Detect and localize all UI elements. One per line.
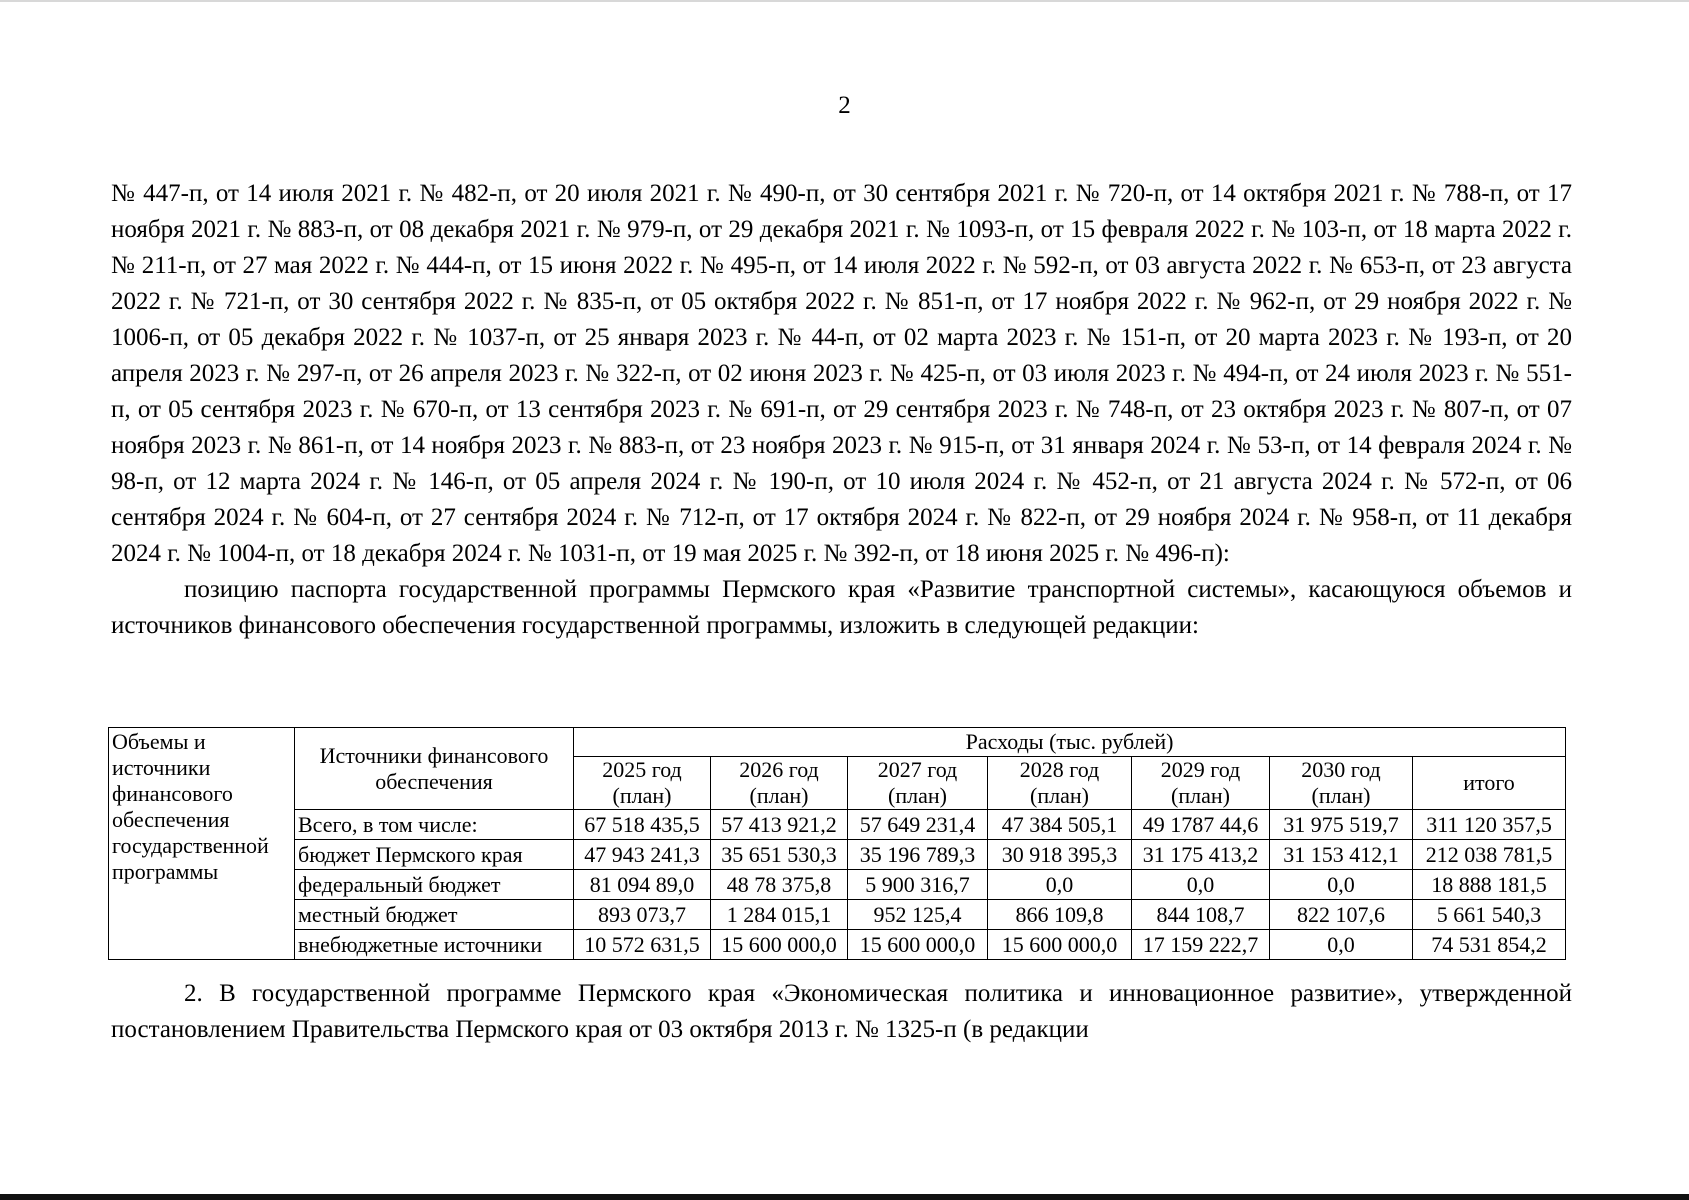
- value-cell: 17 159 222,7: [1132, 930, 1270, 960]
- amendment-paragraph: 2. В государственной программе Пермского края «Экономическая политика и инновационное развитие», утвержденной постановлением Правительства Пермского края от 03 октября 2013 г. № 1325-п (в редакции: [111, 980, 1572, 1043]
- value-cell: 952 125,4: [848, 900, 988, 930]
- table-row: [109, 930, 1566, 960]
- table-row: [109, 840, 1566, 870]
- value-cell: 1 284 015,1: [711, 900, 848, 930]
- intro-paragraph: № 447-п, от 14 июля 2021 г. № 482-п, от 20 июля 2021 г. № 490-п, от 30 сентября 2021 г. № 720-п, от 14 октября 2021 г. № 788-п, от 17 ноября 2021 г. № 883-п, от 08 декабря 2021 г. № 979-п, от 29 декабря 2021 г. № 1093-п, от 15 февраля 2022 г. № 103-п, от 18 марта 2022 г. № 211-п, от 27 мая 2022 г. № 444-п, от 15 июня 2022 г. № 495-п, от 14 июля 2022 г. № 592-п, от 03 августа 2022 г. № 653-п, от 23 августа 2022 г. № 721-п, от 30 сентября 2022 г. № 835-п, от 05 октября 2022 г. № 851-п, от 17 ноября 2022 г. № 962-п, от 29 ноября 2022 г. № 1006-п, от 05 декабря 2022 г. № 1037-п, от 25 января 2023 г. № 44-п, от 02 марта 2023 г. № 151-п, от 20 марта 2023 г. № 193-п, от 20 апреля 2023 г. № 297-п, от 26 апреля 2023 г. № 322-п, от 02 июня 2023 г. № 425-п, от 03 июля 2023 г. № 494-п, от 24 июля 2023 г. № 551-п, от 05 сентября 2023 г. № 670-п, от 13 сентября 2023 г. № 691-п, от 29 сентября 2023 г. № 748-п, от 23 октября 2023 г. № 807-п, от 07 ноября 2023 г. № 861-п, от 14 ноября 2023 г. № 883-п, от 23 ноября 2023 г. № 915-п, от 31 января 2024 г. № 53-п, от 14 февраля 2024 г. № 98-п, от 12 марта 2024 г. № 146-п, от 05 апреля 2024 г. № 190-п, от 10 июля 2024 г. № 452-п, от 21 августа 2024 г. № 572-п, от 06 сентября 2024 г. № 604-п, от 27 сентября 2024 г. № 712-п, от 17 октября 2024 г. № 822-п, от 29 ноября 2024 г. № 958-п, от 11 декабря 2024 г. № 1004-п, от 18 декабря 2024 г. № 1031-п, от 19 мая 2025 г. № 392-п, от 18 июня 2025 г. № 496-п):: [111, 180, 1572, 567]
- year-header: 2026 год (план): [711, 757, 848, 810]
- value-cell: 0,0: [1270, 870, 1413, 900]
- value-cell: 31 175 413,2: [1132, 840, 1270, 870]
- source-cell: внебюджетные источники: [295, 930, 574, 960]
- value-cell: 10 572 631,5: [574, 930, 711, 960]
- value-cell: 15 600 000,0: [848, 930, 988, 960]
- value-cell: 822 107,6: [1270, 900, 1413, 930]
- bottom-scan-edge: [0, 1194, 1689, 1200]
- page-number: 2: [838, 92, 851, 119]
- value-cell: 844 108,7: [1132, 900, 1270, 930]
- value-cell: 48 78 375,8: [711, 870, 848, 900]
- total-cell: 212 038 781,5: [1413, 840, 1566, 870]
- value-cell: 893 073,7: [574, 900, 711, 930]
- value-cell: 81 094 89,0: [574, 870, 711, 900]
- value-cell: 35 196 789,3: [848, 840, 988, 870]
- value-cell: 67 518 435,5: [574, 810, 711, 840]
- value-cell: 47 384 505,1: [988, 810, 1132, 840]
- table-row: [109, 900, 1566, 930]
- year-header: 2030 год (план): [1270, 757, 1413, 810]
- financing-table-wrapper: [108, 727, 1565, 960]
- document-body-continued: [111, 976, 1572, 1048]
- year-header: 2027 год (план): [848, 757, 988, 810]
- value-cell: 0,0: [1270, 930, 1413, 960]
- source-cell: бюджет Пермского края: [295, 840, 574, 870]
- value-cell: 31 153 412,1: [1270, 840, 1413, 870]
- position-paragraph: позицию паспорта государственной программы Пермского края «Развитие транспортной системы», касающуюся объемов и источников финансового обеспечения государственной программы, изложить в следующей редакции:: [111, 576, 1572, 639]
- value-cell: 35 651 530,3: [711, 840, 848, 870]
- total-cell: 74 531 854,2: [1413, 930, 1566, 960]
- value-cell: 57 413 921,2: [711, 810, 848, 840]
- value-cell: 31 975 519,7: [1270, 810, 1413, 840]
- value-cell: 49 1787 44,6: [1132, 810, 1270, 840]
- total-cell: 18 888 181,5: [1413, 870, 1566, 900]
- table-row: [109, 870, 1566, 900]
- value-cell: 5 900 316,7: [848, 870, 988, 900]
- sources-header: Источники финансового обеспечения: [295, 728, 574, 810]
- document-body: [111, 176, 1572, 644]
- table-row: [109, 810, 1566, 840]
- total-cell: 311 120 357,5: [1413, 810, 1566, 840]
- year-header: 2028 год (план): [988, 757, 1132, 810]
- source-cell: федеральный бюджет: [295, 870, 574, 900]
- value-cell: 15 600 000,0: [988, 930, 1132, 960]
- source-cell: Всего, в том числе:: [295, 810, 574, 840]
- value-cell: 30 918 395,3: [988, 840, 1132, 870]
- value-cell: 866 109,8: [988, 900, 1132, 930]
- value-cell: 47 943 241,3: [574, 840, 711, 870]
- value-cell: 0,0: [1132, 870, 1270, 900]
- financing-table: [108, 727, 1566, 960]
- total-cell: 5 661 540,3: [1413, 900, 1566, 930]
- year-header: 2029 год (план): [1132, 757, 1270, 810]
- value-cell: 57 649 231,4: [848, 810, 988, 840]
- total-header: итого: [1413, 757, 1566, 810]
- value-cell: 0,0: [988, 870, 1132, 900]
- expenses-header: Расходы (тыс. рублей): [574, 728, 1566, 757]
- year-header: 2025 год (план): [574, 757, 711, 810]
- source-cell: местный бюджет: [295, 900, 574, 930]
- top-scan-rule: [0, 0, 1689, 2]
- row-label-cell: Объемы и источники финансового обеспечения государственной программы: [109, 728, 295, 960]
- value-cell: 15 600 000,0: [711, 930, 848, 960]
- table-header-row-1: [109, 728, 1566, 757]
